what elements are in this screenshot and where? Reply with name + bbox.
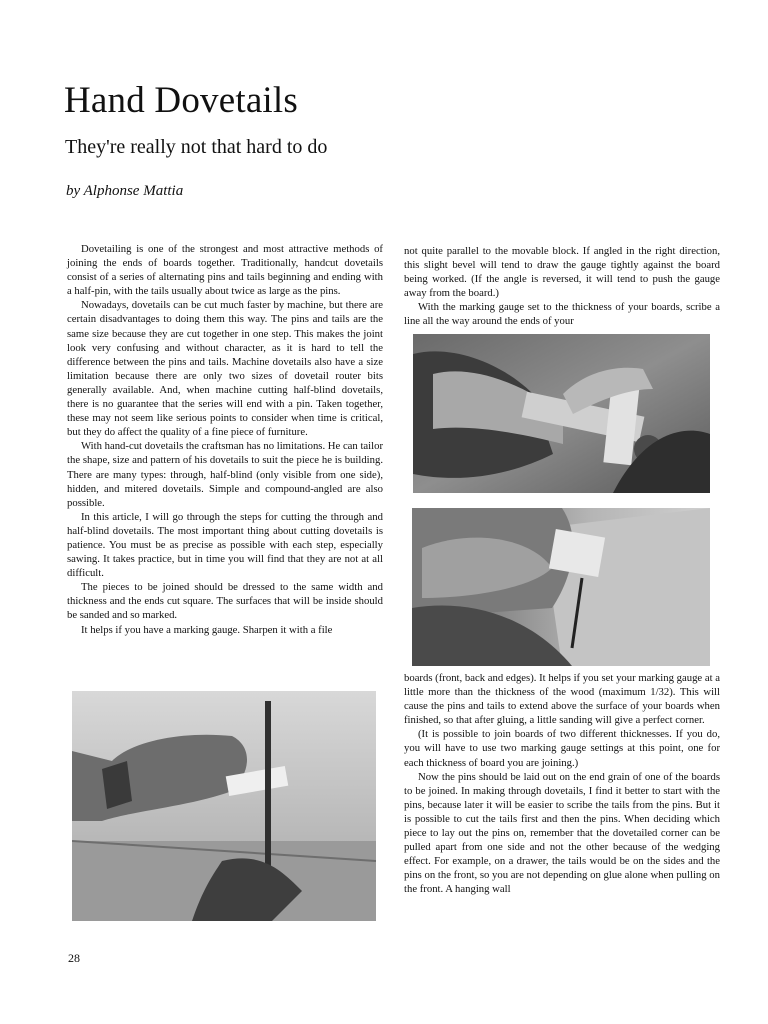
text-column-left bbox=[67, 242, 383, 637]
article-title: Hand Dovetails bbox=[64, 80, 298, 121]
paragraph: boards (front, back and edges). It helps if you set your marking gauge at a little more than the thickness of the wood (maximum 1/32). This will cause the pins and tails to extend above the surface of your boards when finished, so that after gluing, a little sanding will give a perfect corner. bbox=[404, 672, 720, 727]
paragraph: not quite parallel to the movable block. If angled in the right direction, this slight bevel will tend to draw the gauge tightly against the board being worked. (If the angle is reversed, it will tend to push the gauge away from the board.) bbox=[404, 245, 720, 300]
paragraph: (It is possible to join boards of two different thicknesses. If you do, you will have to use two marking gauge settings at this point, one for each thickness of board you are joining.) bbox=[404, 728, 720, 769]
paragraph: Now the pins should be laid out on the end grain of one of the boards to be joined. In making through dovetails, I find it better to start with the pins, because later it will be easier to scribe the tails from the pins. But it is possible to cut the tails first and then the pins. When deciding which piece to lay out the pins on, remember that the dovetailed corner can be pulled apart from one side and not the other because of the wedging effect. For example, on a drawer, the tails would be on the sides and the pins on the front, so you are not depending on glue alone when pulling on the front. A hanging wall bbox=[404, 770, 720, 896]
text-column-right-bottom bbox=[404, 671, 720, 897]
paragraph: Nowadays, dovetails can be cut much faster by machine, but there are certain disadvantages to doing them this way. The pins and tails are the same size because they are cut together in one step. This makes the joint look very confusing and without character, as it is hard to tell the difference between the pins and tails. Machine dovetails also have a size limitation because there are only two sizes of dovetail router bits generally available. And, when machine cutting half-blind dovetails, there is no guarantee that the series will end with a pin. Taken together, these may not seem like serious points to consider when time is critical, but they do affect the quality of a fine piece of furniture. bbox=[67, 299, 383, 439]
paragraph: With the marking gauge set to the thickness of your boards, scribe a line all the way around the ends of your bbox=[404, 301, 720, 328]
photo-scribing-line bbox=[412, 508, 710, 666]
paragraph: In this article, I will go through the steps for cutting the through and half-blind dovetails. The most important thing about cutting dovetails is patience. You must be as precise as possible with each step, especially sawing. It takes practice, but in time you will find that they are not at all difficult. bbox=[67, 510, 383, 580]
photo-marking-gauge-closeup bbox=[413, 334, 710, 493]
article-subtitle: They're really not that hard to do bbox=[65, 136, 328, 158]
paragraph: It helps if you have a marking gauge. Sharpen it with a file bbox=[81, 623, 333, 636]
page-number: 28 bbox=[68, 951, 80, 965]
paragraph: Dovetailing is one of the strongest and most attractive methods of joining the ends of boards together. Traditionally, handcut dovetails consist of a series of alternating pins and tails beginning and ending with a half-pin, with the tails usually about twice as large as the pins. bbox=[67, 243, 383, 298]
photo-sharpening-gauge bbox=[72, 691, 376, 921]
paragraph: With hand-cut dovetails the craftsman has no limitations. He can tailor the shape, size and pattern of his dovetails to suit the piece he is building. There are many types: through, half-blind (only visible from one side), hidden, and mitered dovetails. Simple and compound-angled are also possible. bbox=[67, 440, 383, 509]
article-byline: by Alphonse Mattia bbox=[66, 183, 184, 199]
paragraph: The pieces to be joined should be dressed to the same width and thickness and the ends cut square. The surfaces that will be inside should be sanded and so marked. bbox=[67, 581, 383, 622]
text-column-right-top bbox=[404, 244, 720, 329]
